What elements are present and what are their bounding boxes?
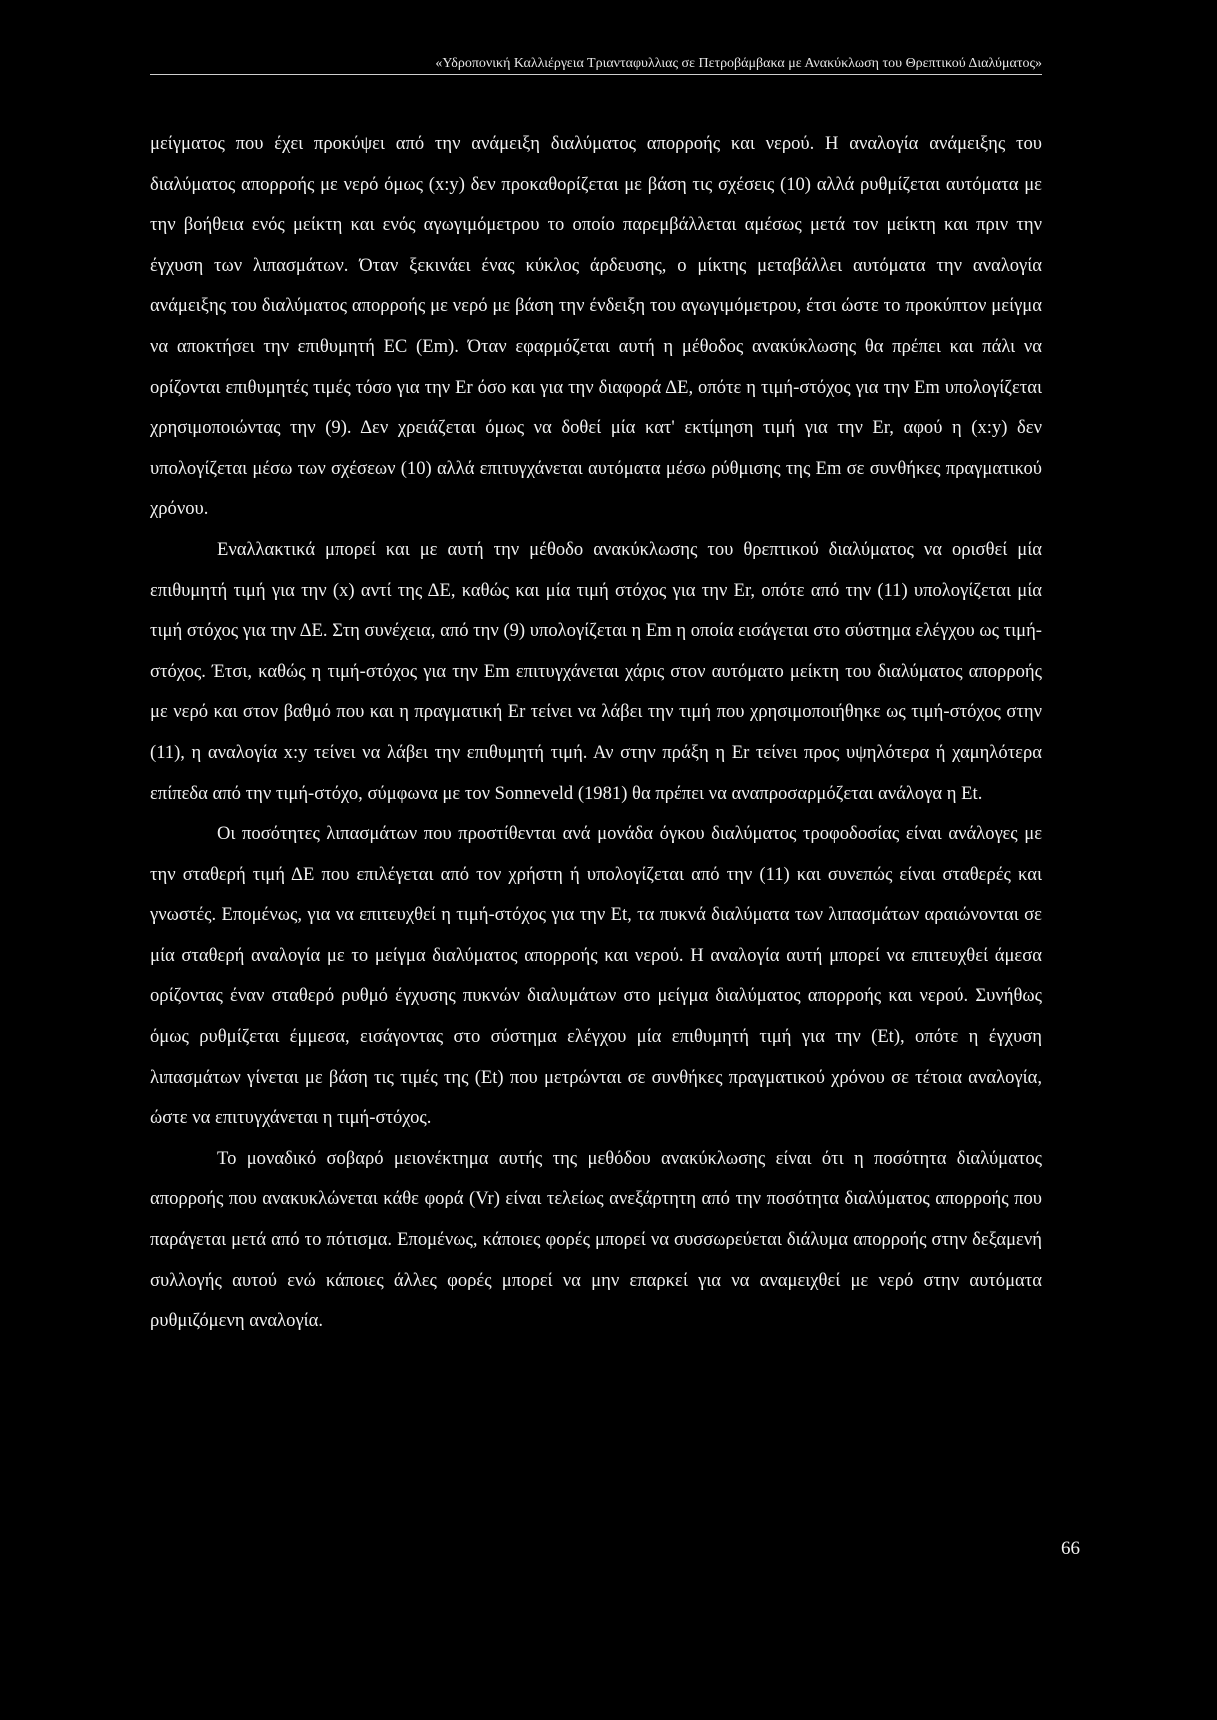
paragraph-1: μείγματος που έχει προκύψει από την ανάμειξη διαλύματος απορροής και νερού. Η αναλογία ανάμειξης του διαλύματος απορροής με νερό όμως (x:y) δεν προκαθορίζεται με βάση τις σχέσεις (10) αλλά ρυθμίζεται αυτόματα με την βοήθεια ενός μείκτη και ενός αγωγιμόμετρου το οποίο παρεμβάλλεται αμέσως μετά τον μείκτη και πριν την έγχυση των λιπασμάτων. Όταν ξεκινάει ένας κύκλος άρδευσης, ο μίκτης μεταβάλλει αυτόματα την αναλογία ανάμειξης του διαλύματος απορροής με νερό με βάση την ένδειξη του αγωγιμόμετρου, έτσι ώστε το προκύπτον μείγμα να αποκτήσει την επιθυμητή EC (Em). Όταν εφαρμόζεται αυτή η μέθοδος ανακύκλωσης θα πρέπει και πάλι να ορίζονται επιθυμητές τιμές τόσο για την Er όσο και για την διαφορά ΔΕ, οπότε η τιμή-στόχος για την Em υπολογίζεται χρησιμοποιώντας την (9). Δεν χρειάζεται όμως να δοθεί μία κατ' εκτίμηση τιμή για την Er, αφού η (x:y) δεν υπολογίζεται μέσω των σχέσεων (10) αλλά επιτυγχάνεται αυτόματα μέσω ρύθμισης της Em σε συνθήκες πραγματικού χρόνου. <box>150 133 1042 520</box>
running-header: «Υδροπονική Καλλιέργεια Τριανταφυλλιας σε Πετροβάμβακα με Ανακύκλωση του Θρεπτικού Διαλύματος» <box>435 56 1042 71</box>
header-rule <box>150 74 1042 75</box>
paragraph-4: Το μοναδικό σοβαρό μειονέκτημα αυτής της μεθόδου ανακύκλωσης είναι ότι η ποσότητα διαλύματος απορροής που ανακυκλώνεται κάθε φορά (Vr) είναι τελείως ανεξάρτητη από την ποσότητα διαλύματος απορροής που παράγεται μετά από το πότισμα. Επομένως, κάποιες φορές μπορεί να συσσωρεύεται διάλυμα απορροής στην δεξαμενή συλλογής αυτού ενώ κάποιες άλλες φορές μπορεί να μην επαρκεί για να αναμειχθεί με νερό στην αυτόματα ρυθμιζόμενη αναλογία. <box>150 1147 1042 1332</box>
paragraph-2: Εναλλακτικά μπορεί και με αυτή την μέθοδο ανακύκλωσης του θρεπτικού διαλύματος να ορισθεί μία επιθυμητή τιμή για την (x) αντί της ΔΕ, καθώς και μία τιμή στόχος για την Er, οπότε από την (11) υπολογίζεται μία τιμή στόχος για την ΔΕ. Στη συνέχεια, από την (9) υπολογίζεται η Em η οποία εισάγεται στο σύστημα ελέγχου ως τιμή-στόχος. Έτσι, καθώς η τιμή-στόχος για την Em επιτυγχάνεται χάρις στον αυτόματο μείκτη του διαλύματος απορροής με νερό και στον βαθμό που και η πραγματική Er τείνει να λάβει την τιμή που χρησιμοποιήθηκε ως τιμή-στόχος στην (11), η αναλογία x:y τείνει να λάβει την επιθυμητή τιμή. Αν στην πράξη η Er τείνει προς υψηλότερα ή χαμηλότερα επίπεδα από την τιμή-στόχο, σύμφωνα με τον Sonneveld (1981) θα πρέπει να αναπροσαρμόζεται ανάλογα η Et. <box>150 538 1042 804</box>
page-number: 66 <box>1061 1538 1080 1559</box>
body-text <box>150 124 1042 1342</box>
paragraph-3: Οι ποσότητες λιπασμάτων που προστίθενται ανά μονάδα όγκου διαλύματος τροφοδοσίας είναι ανάλογες με την σταθερή τιμή ΔΕ που επιλέγεται από τον χρήστη ή υπολογίζεται από την (11) και συνεπώς είναι σταθερές και γνωστές. Επομένως, για να επιτευχθεί η τιμή-στόχος για την Et, τα πυκνά διαλύματα των λιπασμάτων αραιώνονται σε μία σταθερή αναλογία με το μείγμα διαλύματος απορροής και νερού. Η αναλογία αυτή μπορεί να επιτευχθεί άμεσα ορίζοντας έναν σταθερό ρυθμό έγχυσης πυκνών διαλυμάτων στο μείγμα διαλύματος απορροής και νερού. Συνήθως όμως ρυθμίζεται έμμεσα, εισάγοντας στο σύστημα ελέγχου μία επιθυμητή τιμή για την (Et), οπότε η έγχυση λιπασμάτων γίνεται με βάση τις τιμές της (Et) που μετρώνται σε συνθήκες πραγματικού χρόνου σε τέτοια αναλογία, ώστε να επιτυγχάνεται η τιμή-στόχος. <box>150 823 1042 1129</box>
